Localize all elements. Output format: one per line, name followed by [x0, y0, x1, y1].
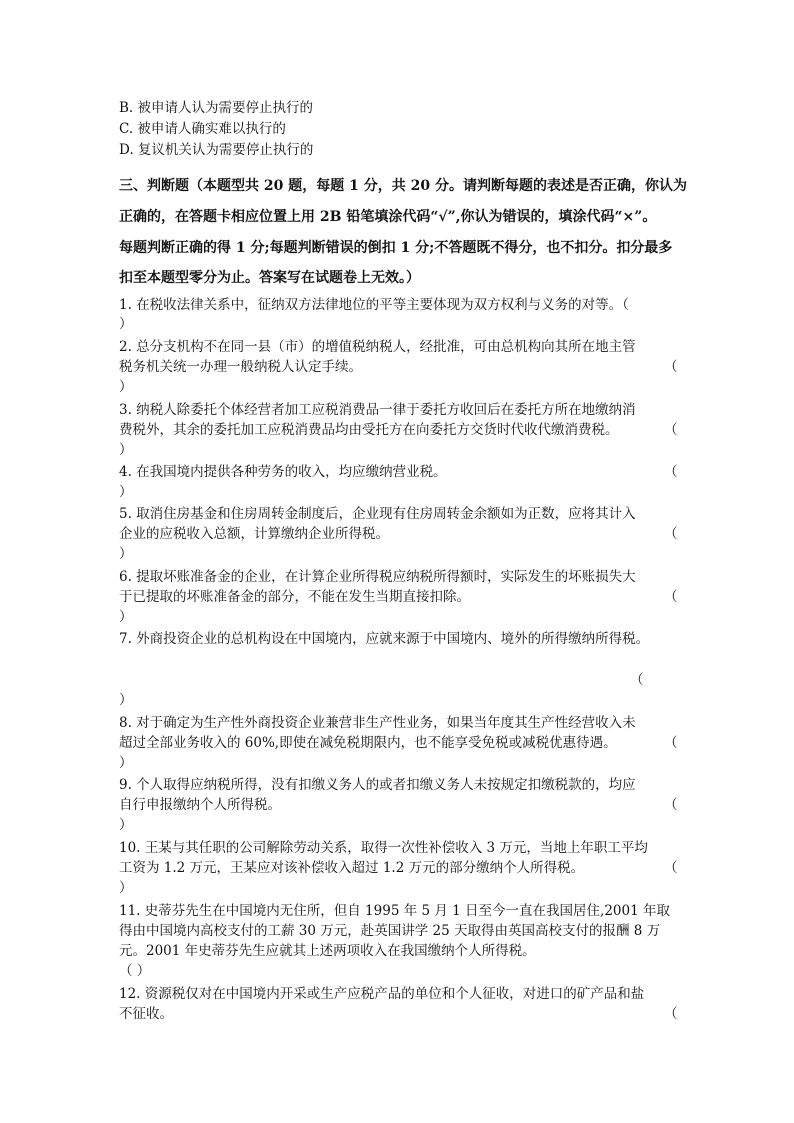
- question-5-text-line-2: 企业的应税收入总额，计算缴纳企业所得税。: [119, 526, 389, 542]
- question-6-answer-open: （: [664, 589, 678, 605]
- question-3-text-line-2: 费税外，其余的委托加工应税消费品均由受托方在向委托方交货时代收代缴消费税。: [119, 422, 619, 438]
- question-4-answer-close: ）: [119, 484, 133, 500]
- question-7-answer-close: ）: [119, 692, 133, 708]
- question-9-text-line-1: 9. 个人取得应纳税所得，没有扣缴义务人的或者扣缴义务人未按规定扣缴税款的，均应: [119, 777, 636, 793]
- question-9-answer-open: （: [664, 797, 678, 813]
- question-8-answer-open: （: [664, 735, 678, 751]
- option-b: B. 被申请人认为需要停止执行的: [119, 100, 314, 116]
- section-heading-line-3: 每题判断正确的得 1 分;每题判断错误的倒扣 1 分;不答题既不得分，也不扣分。扣分最多: [119, 240, 673, 256]
- question-3-text-line-1: 3. 纳税人除委托个体经营者加工应税消费品一律于委托方收回后在委托方所在地缴纳消: [119, 402, 636, 418]
- question-9-answer-close: ）: [119, 817, 133, 833]
- question-10-answer-open: （: [664, 860, 678, 876]
- question-8-text-line-2: 超过全部业务收入的 60%,即使在减免税期限内，也不能享受免税或减税优惠待遇。: [119, 735, 617, 751]
- question-2-text-line-2: 税务机关统一办理一般纳税人认定手续。: [119, 359, 362, 375]
- question-7-answer-open: （: [630, 672, 644, 688]
- question-11-text-line-3: 元。2001 年史蒂芬先生应就其上述两项收入在我国缴纳个人所得税。: [119, 943, 536, 959]
- question-10-text-line-1: 10. 王某与其任职的公司解除劳动关系，取得一次性补偿收入 3 万元，当地上年职工平均: [119, 840, 648, 856]
- question-11-text-line-1: 11. 史蒂芬先生在中国境内无住所，但自 1995 年 5 月 1 日至今一直在我国居住,2001 年取: [119, 903, 670, 919]
- question-9-text-line-2: 自行申报缴纳个人所得税。: [119, 797, 281, 813]
- question-11-text-line-2: 得由中国境内高校支付的工薪 30 万元，赴英国讲学 25 天取得由英国高校支付的报酬 8 万: [119, 923, 661, 939]
- question-3-answer-close: ）: [119, 442, 133, 458]
- question-2-answer-open: （: [664, 359, 678, 375]
- question-4-text: 4. 在我国境内提供各种劳务的收入，均应缴纳营业税。: [119, 464, 447, 480]
- question-8-answer-close: ）: [119, 755, 133, 771]
- question-10-answer-close: ）: [119, 880, 133, 896]
- question-1-text: 1. 在税收法律关系中，征纳双方法律地位的平等主要体现为双方权利与义务的对等。（: [119, 297, 629, 313]
- question-10-text-line-2: 工资为 1.2 万元，王某应对该补偿收入超过 1.2 万元的部分缴纳个人所得税。: [119, 860, 585, 876]
- section-heading-line-1: 三、判断题（本题型共 20 题，每题 1 分，共 20 分。请判断每题的表述是否正确，你认为: [119, 178, 687, 194]
- question-4-answer-open: （: [664, 464, 678, 480]
- question-5-answer-close: ）: [119, 546, 133, 562]
- question-12-text-line-1: 12. 资源税仅对在中国境内开采或生产应税产品的单位和个人征收，对进口的矿产品和盐: [119, 986, 645, 1002]
- option-c: C. 被申请人确实难以执行的: [119, 121, 286, 137]
- section-heading-line-2: 正确的，在答题卡相应位置上用 2B 铅笔填涂代码“√”,你认为错误的，填涂代码“×”。: [119, 209, 657, 225]
- question-8-text-line-1: 8. 对于确定为生产性外商投资企业兼营非生产性业务，如果当年度其生产性经营收入未: [119, 715, 636, 731]
- question-1-answer-close: ）: [119, 316, 133, 332]
- section-heading-line-4: 扣至本题型零分为止。答案写在试题卷上无效。）: [119, 270, 420, 286]
- question-3-answer-open: （: [664, 422, 678, 438]
- question-7-text: 7. 外商投资企业的总机构设在中国境内，应就来源于中国境内、境外的所得缴纳所得税。: [119, 631, 650, 647]
- question-5-answer-open: （: [664, 526, 678, 542]
- question-5-text-line-1: 5. 取消住房基金和住房周转金制度后，企业现有住房周转金余额如为正数，应将其计入: [119, 506, 636, 522]
- question-2-answer-close: ）: [119, 379, 133, 395]
- question-6-answer-close: ）: [119, 609, 133, 625]
- question-6-text-line-1: 6. 提取坏账准备金的企业，在计算企业所得税应纳税所得额时，实际发生的坏账损失大: [119, 569, 636, 585]
- question-12-text-line-2: 不征收。: [119, 1006, 173, 1022]
- question-11-answer: （ ）: [119, 963, 151, 979]
- question-12-answer-open: （: [664, 1006, 678, 1022]
- question-6-text-line-2: 于已提取的坏账准备金的部分，不能在发生当期直接扣除。: [119, 589, 470, 605]
- option-d: D. 复议机关认为需要停止执行的: [119, 142, 314, 158]
- question-2-text-line-1: 2. 总分支机构不在同一县（市）的增值税纳税人，经批准，可由总机构向其所在地主管: [119, 339, 636, 355]
